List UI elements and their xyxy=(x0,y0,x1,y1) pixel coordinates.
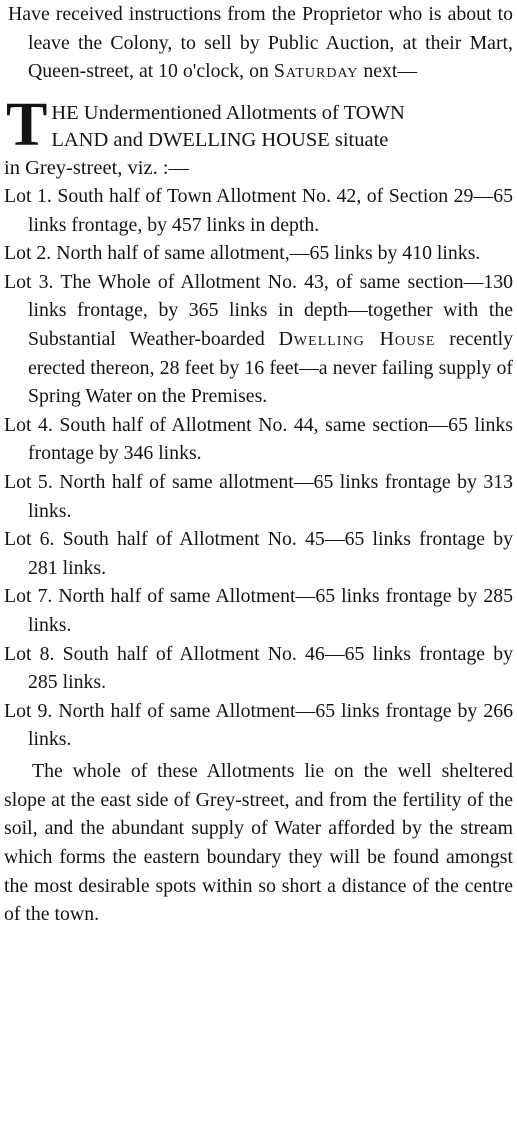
lot-item: Lot 5. North half of same allotment—65 links frontage by 313 links. xyxy=(4,470,513,522)
lot-item: Lot 7. North half of same Allotment—65 links frontage by 285 links. xyxy=(4,585,513,636)
intro-paragraph xyxy=(4,0,513,86)
closing-paragraph: The whole of these Allotments lie on the well sheltered slope at the east side of Grey-street, and from the fertility of the soil, and the abundant supply of Water afforded by the stream which forms the eastern boundary they will be found amongst the most desirable spots within so short a distance of the centre of the town. xyxy=(4,759,513,926)
lot-item: Lot 4. South half of Allotment No. 44, same section—65 links frontage by 346 links. xyxy=(4,413,513,465)
intro-text: Have received instructions from the Proprietor who is about to leave the Colony, to sell by Public Auction, at their Mart, Queen-street, at 10 o'clock, on xyxy=(8,3,513,82)
lot-3-text: Lot 3. The Whole of Allotment No. 43, of same section—130 links frontage, by 365 links in depth—together with the Substantial Weather-boarded xyxy=(4,270,513,350)
lot-item: Lot 9. North half of same Allotment—65 links frontage by 266 links. xyxy=(4,699,513,751)
auction-day: Saturday xyxy=(273,60,359,82)
dwelling-house-label: Dwelling House xyxy=(278,327,436,350)
lot-item: Lot 8. South half of Allotment No. 46—65 links frontage by 285 links. xyxy=(4,642,513,694)
drop-cap: T xyxy=(6,90,48,159)
lot-item: Lot 1. South half of Town Allotment No. 42, of Section 29—65 links frontage, by 457 links in depth. xyxy=(4,185,513,236)
lot-item: Lot 2. North half of same allotment,—65 links by 410 links. xyxy=(4,242,481,265)
lot-item: Lot 6. South half of Allotment No. 45—65 links frontage by 281 links. xyxy=(4,528,513,579)
heading-line-2: LAND and DWELLING HOUSE situate xyxy=(51,129,389,151)
lot-item xyxy=(4,268,513,411)
heading-block xyxy=(4,90,513,183)
heading-line-1: HE Undermentioned Allotments of TOWN xyxy=(51,101,405,124)
lot-3-text-end: recently erected thereon, 28 feet by 16 feet—a never failing supply of Spring Water on the Premises. xyxy=(28,327,514,408)
heading-line-3: in Grey-street, viz. :— xyxy=(4,156,190,179)
intro-text-end: next— xyxy=(358,60,418,82)
lot-list xyxy=(4,182,513,754)
